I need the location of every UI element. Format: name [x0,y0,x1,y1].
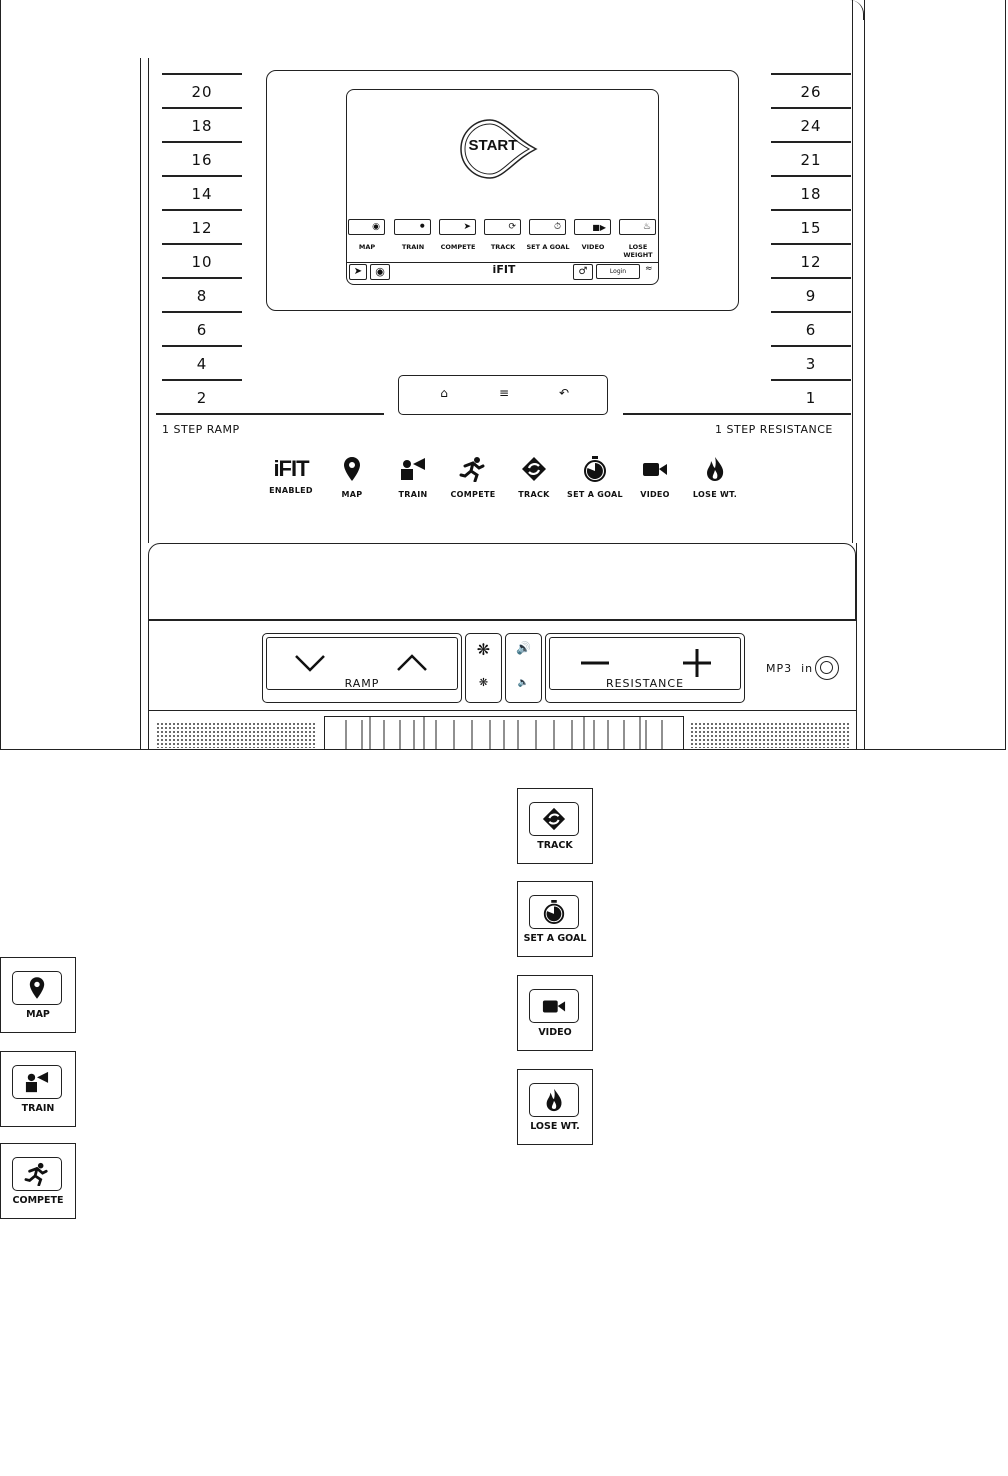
volume-up-button[interactable] [510,641,537,663]
ref-tile-compete-button [12,1157,62,1191]
ref-tile-label: COMPETE [12,1195,64,1206]
fan-high-button[interactable] [470,640,497,664]
start-button[interactable] [458,118,538,180]
runner-icon: ➤ [463,222,471,232]
strip-lose-weight [684,456,746,499]
screen-tile-map[interactable] [348,219,385,235]
strip-label: TRACK [518,490,550,499]
train-coach-icon [24,1070,50,1094]
resistance-level-button[interactable]: 26 [771,73,851,107]
ramp-level-button[interactable]: 14 [162,175,242,209]
strip-track [503,456,565,499]
ref-tile-compete [0,1143,76,1219]
train-coach-icon: ⚫ [418,222,426,232]
ref-tile-track [517,788,593,864]
console-left-inner-edge [148,58,149,543]
workout-runner-icon[interactable]: ➤ [349,264,367,280]
screen-tile-track[interactable] [484,219,521,235]
flame-icon [702,456,728,482]
ref-tile-map [0,957,76,1033]
map-pin-icon [342,456,362,482]
resistance-increase-button[interactable] [677,648,717,678]
resistance-level-button[interactable]: 9 [771,277,851,311]
fan-icon: ❋ [478,676,489,689]
ref-tile-video-button [529,989,579,1023]
ramp-level-button[interactable]: 16 [162,141,242,175]
back-icon[interactable]: ↶ [558,386,570,400]
minus-icon [575,648,615,678]
screen-tile-label: SET A GOAL [526,243,570,251]
screen-tile-set-a-goal[interactable] [529,219,566,235]
video-camera-icon [642,456,668,482]
strip-ifit-enabled [260,456,322,495]
console-lip-left [148,620,149,750]
screen-tile-label: COMPETE [440,243,476,251]
screen-tile-label: MAP [358,243,376,251]
ref-tile-train-button [12,1065,62,1099]
ref-tile-label: LOSE WT. [530,1121,580,1132]
strip-train [382,456,444,499]
resistance-level-button[interactable]: 3 [771,345,851,379]
strip-label: ENABLED [269,486,313,495]
ramp-down-button[interactable] [290,648,330,678]
ref-tile-track-button [529,802,579,836]
screen-tile-video[interactable] [574,219,611,235]
console-right-edge [864,0,865,750]
screen-tile-label: TRACK [490,243,516,251]
resistance-level-button[interactable]: 15 [771,209,851,243]
stopwatch-icon: ⏱ [553,222,561,232]
resistance-control-label: RESISTANCE [605,677,685,690]
resistance-caption: 1 STEP RESISTANCE [715,423,833,436]
screen-tile-label: VIDEO [581,243,605,251]
ifit-logo: iFIT [273,456,309,481]
ref-tile-label: MAP [26,1009,50,1020]
ref-tile-set-a-goal [517,881,593,957]
map-pin-icon [28,976,46,1000]
ref-tile-label: TRACK [537,840,573,851]
console-left-edge [140,58,141,750]
ramp-control-label: RAMP [344,677,380,690]
strip-set-a-goal [564,456,626,499]
strip-video [624,456,686,499]
ramp-caption: 1 STEP RAMP [162,423,240,436]
shelf-bottom-line [148,620,856,621]
ramp-level-button[interactable]: 20 [162,73,242,107]
ramp-level-button[interactable]: 10 [162,243,242,277]
ref-tile-video [517,975,593,1051]
train-coach-icon [399,456,427,482]
login-button[interactable]: Login [596,264,640,279]
center-vent [324,716,684,750]
resistance-level-button[interactable]: 24 [771,107,851,141]
fan-icon: ❋ [476,640,491,659]
ramp-level-button[interactable]: 6 [162,311,242,345]
screen-tile-train[interactable] [394,219,431,235]
menu-icon[interactable]: ≡ [498,386,510,400]
volume-down-button[interactable] [510,678,537,696]
console-right-inner-edge [852,0,853,543]
stopwatch-icon [542,900,566,924]
ramp-divider [156,413,384,415]
ref-tile-label: TRAIN [21,1103,55,1114]
mp3-label: MP3 in [766,662,814,675]
runner-icon [24,1162,50,1186]
strip-label: VIDEO [640,490,670,499]
speaker-quiet-icon: 🔈 [517,678,530,688]
ramp-level-button[interactable]: 8 [162,277,242,311]
mp3-input-jack[interactable] [815,656,839,680]
ref-tile-train [0,1051,76,1127]
screen-tile-label: TRAIN [401,243,425,251]
home-icon[interactable]: ⌂ [440,386,448,400]
ref-tile-label: VIDEO [538,1027,572,1038]
strip-label: COMPETE [450,490,496,499]
resistance-level-button[interactable]: 18 [771,175,851,209]
strip-compete [442,456,504,499]
ref-tile-label: SET A GOAL [523,933,587,944]
fan-low-button[interactable] [470,676,497,696]
wifi-icon: ≈ [645,264,653,274]
flame-icon: ♨ [642,222,651,232]
strip-label: SET A GOAL [567,490,623,499]
console-lip-line [148,710,856,711]
chevron-up-icon [392,648,432,678]
track-refresh-icon [521,456,547,482]
console-lip-right [856,543,857,750]
ramp-level-button[interactable]: 12 [162,209,242,243]
video-camera-icon: ■▶ [592,222,606,232]
start-label: START [468,137,518,154]
strip-label: TRAIN [398,490,428,499]
ramp-level-button[interactable]: 2 [162,379,242,413]
video-camera-icon [542,994,566,1018]
ramp-up-button[interactable] [392,648,432,678]
plus-icon [677,648,717,678]
strip-map [321,456,383,499]
map-pin-icon: ◉ [372,222,380,232]
ramp-level-button[interactable]: 4 [162,345,242,379]
track-refresh-icon [542,807,566,831]
user-profile-icon[interactable]: ♂ [573,264,593,280]
device-shelf [148,543,856,620]
speaker-loud-icon: 🔊 [516,641,531,655]
chevron-down-icon [290,648,330,678]
screen-tile-compete[interactable] [439,219,476,235]
ramp-level-button[interactable]: 18 [162,107,242,141]
globe-icon[interactable]: ◉ [370,264,390,280]
track-refresh-icon: ⟳ [508,222,516,232]
mp3-jack-ring [820,661,833,674]
resistance-level-button[interactable]: 1 [771,379,851,413]
resistance-divider [623,413,851,415]
strip-label: LOSE WT. [692,490,738,499]
stopwatch-icon [582,456,608,482]
screen-tile-lose-weight[interactable] [619,219,656,235]
resistance-level-button[interactable]: 6 [771,311,851,345]
right-speaker-grill [690,722,850,748]
resistance-level-button[interactable]: 21 [771,141,851,175]
ref-tile-lose-weight [517,1069,593,1145]
ref-tile-set-a-goal-button [529,895,579,929]
left-speaker-grill [156,722,316,748]
screen-brand-logo: iFIT [492,263,516,276]
resistance-level-button[interactable]: 12 [771,243,851,277]
ref-tile-map-button [12,971,62,1005]
strip-label: MAP [341,490,363,499]
vent-slats [324,716,684,750]
resistance-decrease-button[interactable] [575,648,615,678]
flame-icon [542,1087,566,1113]
ref-tile-lose-weight-button [529,1083,579,1117]
screen-tile-label: LOSE WEIGHT [623,243,653,259]
runner-icon [459,456,487,482]
